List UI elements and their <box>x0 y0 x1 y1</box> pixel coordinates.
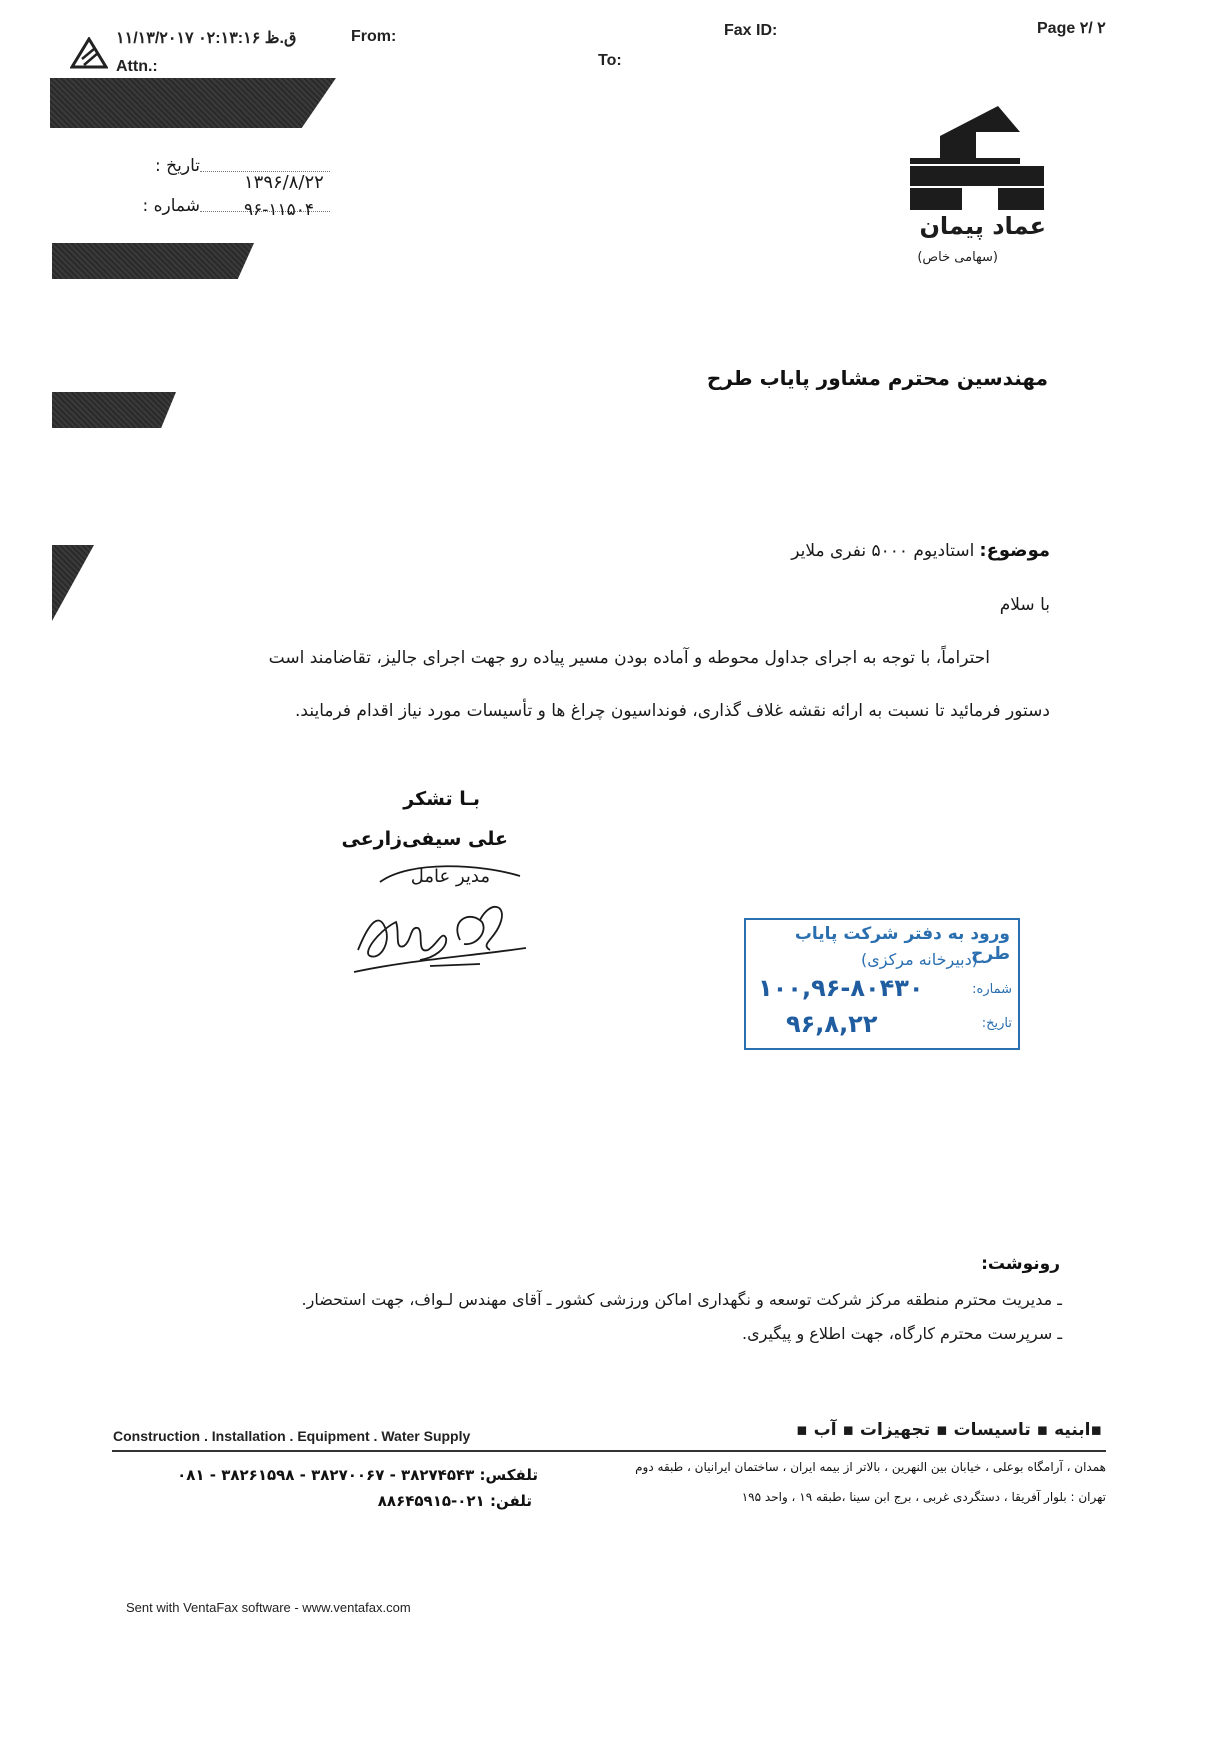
date-value: ۱۳۹۶/۸/۲۲ <box>244 172 324 193</box>
fax-software-footer: Sent with VentaFax software - www.ventafax.com <box>126 1600 411 1615</box>
stamp-line-1: ورود به دفتر شرکت پایاب طرح <box>794 924 1010 964</box>
footer-tehran-address: تهران : بلوار آفریقا ، دستگردی غربی ، برج ابن سینا ،طبقه ۱۹ ، واحد ۱۹۵ <box>741 1490 1106 1504</box>
footer-services-fa: ▪ابنیه ▪ تاسیسات ▪ تجهیزات ▪ آب ▪ <box>796 1420 1102 1440</box>
cc-item-2: ـ سرپرست محترم کارگاه، جهت اطلاع و پیگیری. <box>742 1324 1062 1343</box>
receipt-stamp <box>744 918 1020 1050</box>
redaction-block-1 <box>50 78 336 128</box>
signer-title: مدیر عامل <box>410 866 490 887</box>
redaction-block-3 <box>52 392 176 428</box>
footer-hamedan-address: همدان ، آرامگاه بوعلی ، خیابان بین النهرین ، بالاتر از بیمه ایران ، ساختمان ایرانیان ، طبقه دوم <box>635 1460 1106 1474</box>
closing: بـا تشکر <box>403 788 480 810</box>
footer-hamedan-phones: تلفکس: ۳۸۲۷۴۵۴۳ - ۳۸۲۷۰۰۶۷ - ۳۸۲۶۱۵۹۸ - ۰۸۱ <box>177 1466 538 1484</box>
subject-line <box>700 540 1050 561</box>
body-line-1: احتراماً، با توجه به اجرای جداول محوطه و آماده بودن مسیر پیاده رو جهت اجرای جالیز، تقاضامند است <box>268 648 990 668</box>
fax-datetime: ۱۱/۱۳/۲۰۱۷ ۰۲:۱۳:۱۶ ق.ظ <box>116 30 297 47</box>
stamp-date-label: تاریخ: <box>981 1016 1012 1031</box>
cc-label: رونوشت: <box>981 1254 1060 1274</box>
handwritten-signature-icon <box>350 860 530 976</box>
company-logo-icon <box>910 106 1046 212</box>
footer-divider <box>112 1450 1106 1452</box>
date-label: تاریخ : <box>155 156 200 176</box>
number-value: ۹۶-۱۱۵۰۴ <box>244 200 315 220</box>
signer-name: علی سیفی‌زارعی <box>341 828 508 850</box>
fax-id-label: Fax ID: <box>724 22 778 39</box>
attn-label: Attn.: <box>116 58 158 75</box>
fax-from-label: From: <box>351 28 397 45</box>
fax-logo-icon <box>70 37 108 71</box>
number-label: شماره : <box>142 196 200 216</box>
stamp-number-label: شماره: <box>972 982 1012 997</box>
stamp-line-2: (دبیرخانه مرکزی) <box>861 950 978 969</box>
footer-tehran-phone: تلفن: ۰۲۱-۸۸۶۴۵۹۱۵ <box>377 1492 532 1510</box>
cc-item-1: ـ مدیریت محترم منطقه مرکز شرکت توسعه و نگهداری اماکن ورزشی کشور ـ آقای مهندس لـواف، جهت استحضار. <box>301 1290 1062 1309</box>
to-label: To: <box>598 52 622 69</box>
stamp-date-value: ۹۶,۸,۲۲ <box>786 1010 878 1038</box>
redaction-block-2 <box>52 243 254 279</box>
footer-services-en: Construction . Installation . Equipment . Water Supply <box>113 1428 471 1444</box>
subject-text: استادیوم ۵۰۰۰ نفری ملایر <box>791 541 975 561</box>
stamp-number-value: ۱۰۰,۹۶-۸۰۴۳۰ <box>758 974 924 1002</box>
redaction-block-4 <box>52 545 94 621</box>
subject-label: موضوع: <box>979 540 1050 561</box>
greeting: با سلام <box>999 595 1050 615</box>
company-subtitle: (سهامی خاص) <box>917 250 998 265</box>
fax-page-label: Page ۲/ ۲ <box>1037 20 1106 37</box>
body-line-2: دستور فرمائید تا نسبت به ارائه نقشه غلاف گذاری، فونداسیون چراغ ها و تأسیسات مورد نیاز اقدام فرمایند. <box>295 701 1050 721</box>
company-name: عماد پیمان <box>919 212 1046 240</box>
letter-recipient: مهندسین محترم مشاور پایاب طرح <box>706 366 1048 390</box>
